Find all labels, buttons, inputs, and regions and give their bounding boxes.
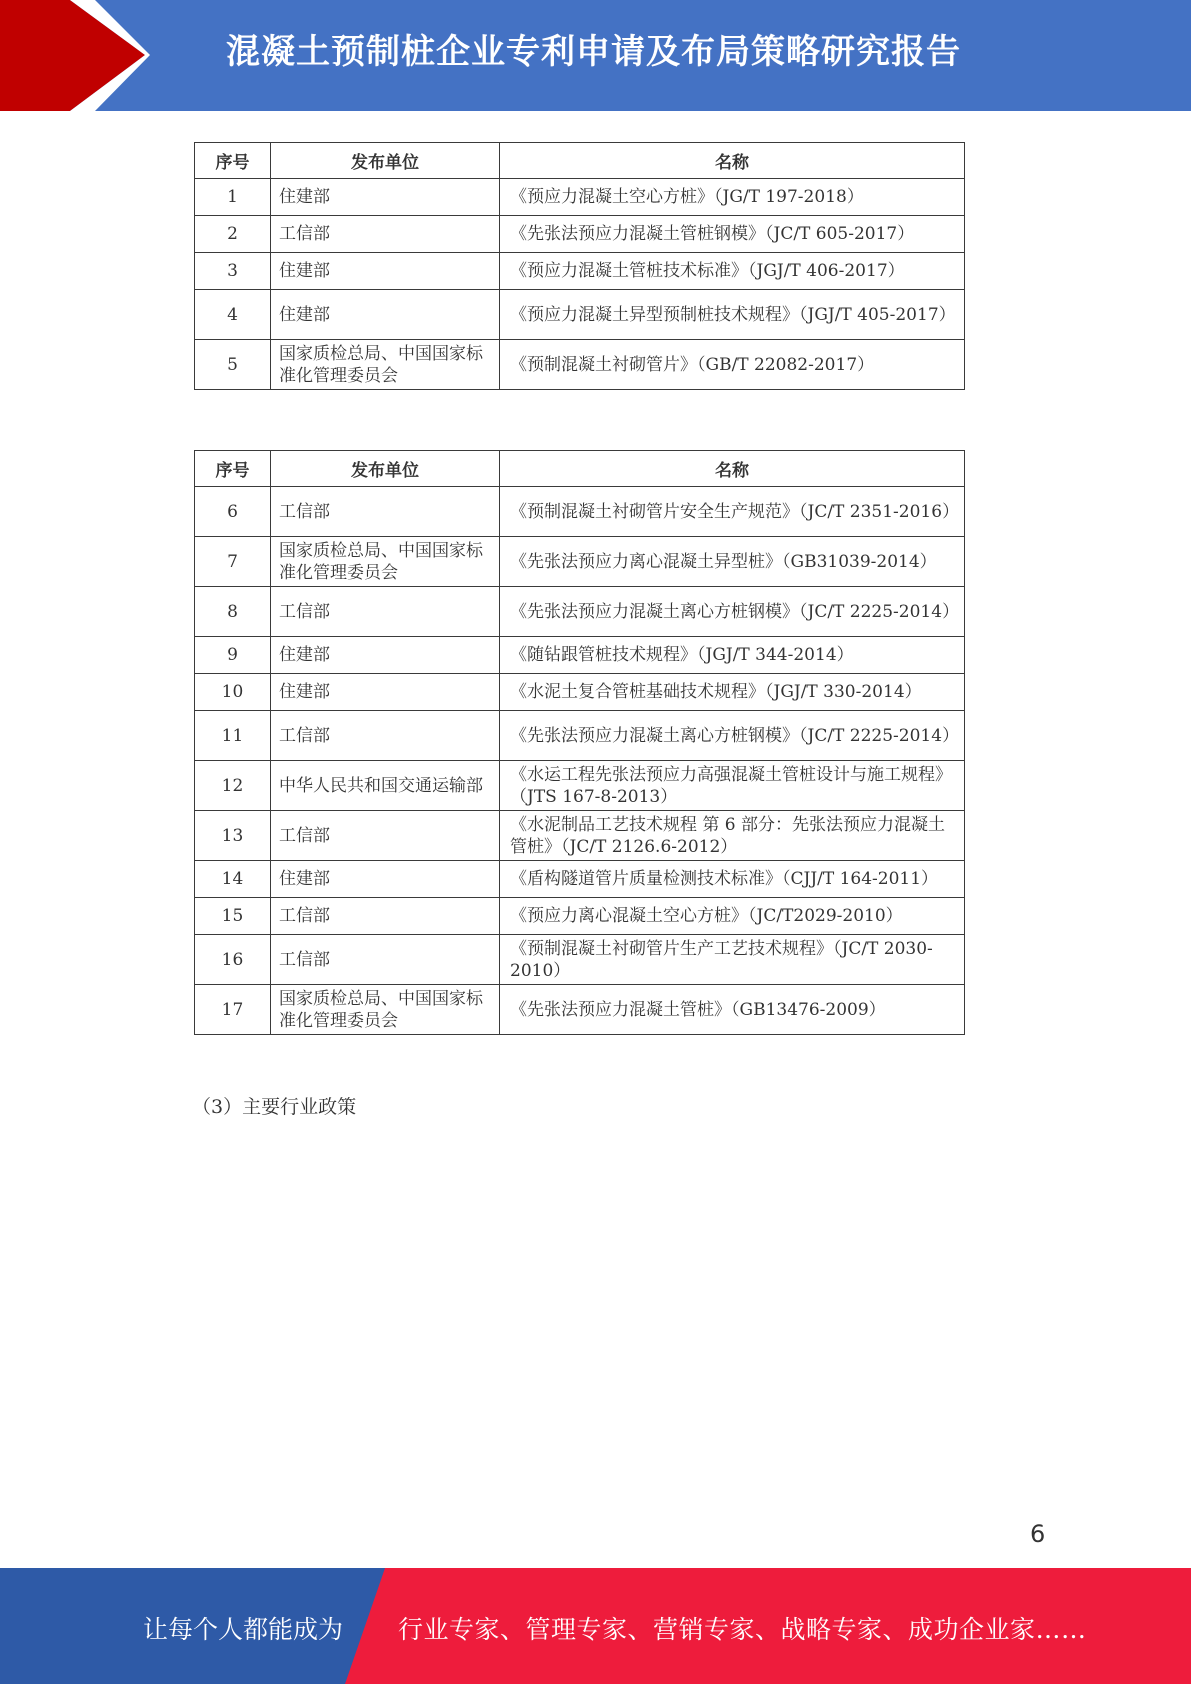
row-name: 《预制混凝土衬砌管片安全生产规范》（JC/T 2351-2016） bbox=[500, 487, 965, 537]
table-row bbox=[195, 674, 965, 711]
row-unit: 工信部 bbox=[271, 487, 500, 537]
table-row bbox=[195, 761, 965, 811]
table-row bbox=[195, 290, 965, 340]
row-name: 《先张法预应力混凝土管桩》（GB13476-2009） bbox=[500, 985, 965, 1035]
table-row bbox=[195, 898, 965, 935]
row-no: 1 bbox=[195, 179, 271, 216]
row-unit: 住建部 bbox=[271, 637, 500, 674]
table-row bbox=[195, 985, 965, 1035]
row-name: 《预应力混凝土管桩技术标准》（JGJ/T 406-2017） bbox=[500, 253, 965, 290]
table-row bbox=[195, 637, 965, 674]
column-header-name: 名称 bbox=[500, 451, 965, 487]
table-row bbox=[195, 537, 965, 587]
table-row bbox=[195, 487, 965, 537]
row-unit: 中华人民共和国交通运输部 bbox=[271, 761, 500, 811]
row-unit: 住建部 bbox=[271, 253, 500, 290]
table-row bbox=[195, 253, 965, 290]
table-row bbox=[195, 711, 965, 761]
row-unit: 国家质检总局、中国国家标准化管理委员会 bbox=[271, 340, 500, 390]
table-row bbox=[195, 861, 965, 898]
standards-table-2 bbox=[194, 450, 965, 1035]
table-row bbox=[195, 340, 965, 390]
row-no: 4 bbox=[195, 290, 271, 340]
table-row bbox=[195, 587, 965, 637]
column-header-unit: 发布单位 bbox=[271, 143, 500, 179]
row-name: 《预应力混凝土空心方桩》（JG/T 197-2018） bbox=[500, 179, 965, 216]
row-no: 3 bbox=[195, 253, 271, 290]
row-no: 14 bbox=[195, 861, 271, 898]
row-unit: 国家质检总局、中国国家标准化管理委员会 bbox=[271, 985, 500, 1035]
row-name: 《先张法预应力混凝土离心方桩钢模》（JC/T 2225-2014） bbox=[500, 711, 965, 761]
row-no: 7 bbox=[195, 537, 271, 587]
header-arrow-logo bbox=[0, 0, 160, 111]
row-name: 《预应力混凝土异型预制桩技术规程》（JGJ/T 405-2017） bbox=[500, 290, 965, 340]
footer-slogan-left: 让每个人都能成为 bbox=[143, 1615, 344, 1644]
row-no: 10 bbox=[195, 674, 271, 711]
row-no: 17 bbox=[195, 985, 271, 1035]
row-name: 《先张法预应力离心混凝土异型桩》（GB31039-2014） bbox=[500, 537, 965, 587]
row-no: 12 bbox=[195, 761, 271, 811]
standards-table-1 bbox=[194, 142, 965, 390]
row-no: 13 bbox=[195, 811, 271, 861]
row-name: 《水泥土复合管桩基础技术规程》（JGJ/T 330-2014） bbox=[500, 674, 965, 711]
column-header-unit: 发布单位 bbox=[271, 451, 500, 487]
row-name: 《先张法预应力混凝土离心方桩钢模》（JC/T 2225-2014） bbox=[500, 587, 965, 637]
row-name: 《随钻跟管桩技术规程》（JGJ/T 344-2014） bbox=[500, 637, 965, 674]
row-name: 《先张法预应力混凝土管桩钢模》（JC/T 605-2017） bbox=[500, 216, 965, 253]
row-name: 《预制混凝土衬砌管片生产工艺技术规程》（JC/T 2030-2010） bbox=[500, 935, 965, 985]
row-unit: 住建部 bbox=[271, 861, 500, 898]
row-unit: 国家质检总局、中国国家标准化管理委员会 bbox=[271, 537, 500, 587]
column-header-no: 序号 bbox=[195, 451, 271, 487]
table-header-row bbox=[195, 143, 965, 179]
row-no: 11 bbox=[195, 711, 271, 761]
row-name: 《预应力离心混凝土空心方桩》（JC/T2029-2010） bbox=[500, 898, 965, 935]
footer-banner bbox=[0, 1568, 1191, 1684]
page-number: 6 bbox=[1030, 1520, 1046, 1548]
row-no: 9 bbox=[195, 637, 271, 674]
table-row bbox=[195, 811, 965, 861]
row-unit: 住建部 bbox=[271, 674, 500, 711]
row-unit: 工信部 bbox=[271, 935, 500, 985]
row-no: 5 bbox=[195, 340, 271, 390]
row-unit: 工信部 bbox=[271, 898, 500, 935]
section-heading: （3）主要行业政策 bbox=[192, 1096, 357, 1118]
table-row bbox=[195, 216, 965, 253]
row-name: 《水泥制品工艺技术规程 第 6 部分：先张法预应力混凝土管桩》（JC/T 2126.6-2012） bbox=[500, 811, 965, 861]
row-no: 16 bbox=[195, 935, 271, 985]
row-no: 6 bbox=[195, 487, 271, 537]
row-unit: 工信部 bbox=[271, 587, 500, 637]
row-unit: 住建部 bbox=[271, 179, 500, 216]
row-name: 《预制混凝土衬砌管片》（GB/T 22082-2017） bbox=[500, 340, 965, 390]
row-name: 《水运工程先张法预应力高强混凝土管桩设计与施工规程》（JTS 167-8-2013） bbox=[500, 761, 965, 811]
column-header-name: 名称 bbox=[500, 143, 965, 179]
row-no: 2 bbox=[195, 216, 271, 253]
row-name: 《盾构隧道管片质量检测技术标准》（CJJ/T 164-2011） bbox=[500, 861, 965, 898]
row-unit: 工信部 bbox=[271, 216, 500, 253]
table-row bbox=[195, 935, 965, 985]
row-unit: 工信部 bbox=[271, 811, 500, 861]
table-row bbox=[195, 179, 965, 216]
footer-slogan-right: 行业专家、管理专家、营销专家、战略专家、成功企业家…… bbox=[398, 1615, 1087, 1644]
column-header-no: 序号 bbox=[195, 143, 271, 179]
report-title: 混凝土预制桩企业专利申请及布局策略研究报告 bbox=[226, 32, 961, 72]
row-unit: 工信部 bbox=[271, 711, 500, 761]
table-header-row bbox=[195, 451, 965, 487]
row-unit: 住建部 bbox=[271, 290, 500, 340]
row-no: 8 bbox=[195, 587, 271, 637]
row-no: 15 bbox=[195, 898, 271, 935]
header-banner bbox=[0, 0, 1191, 111]
